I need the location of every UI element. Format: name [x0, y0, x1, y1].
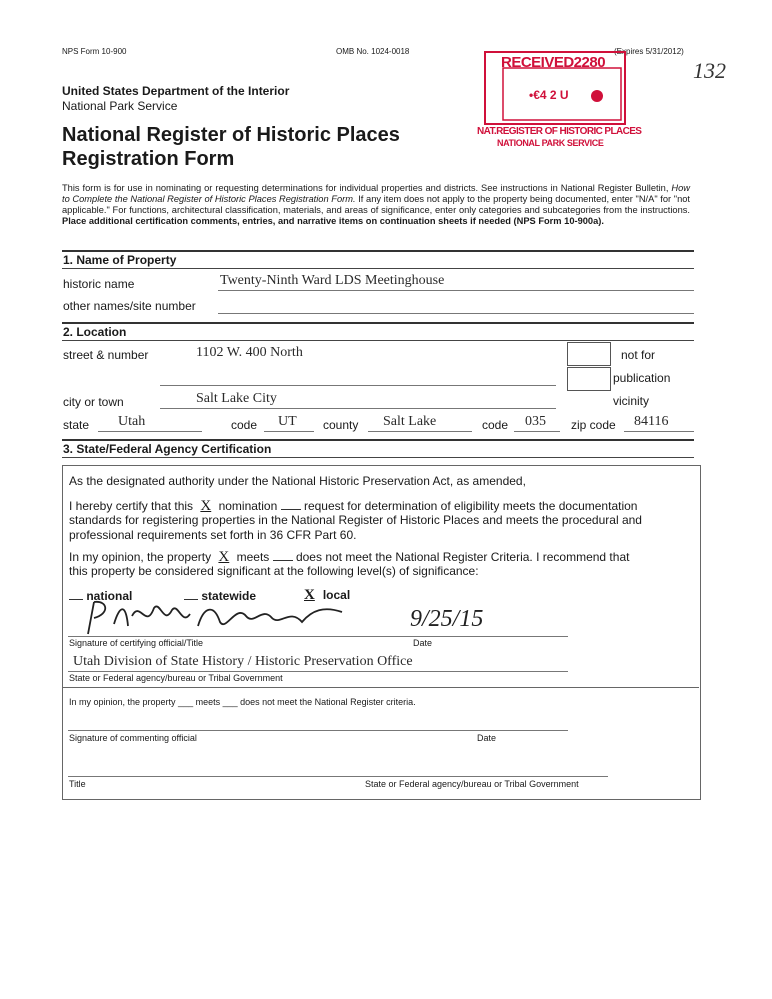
field-line: [264, 431, 314, 432]
vicinity-label: vicinity: [613, 394, 650, 408]
title-label: Title: [69, 779, 86, 789]
request-checkbox[interactable]: [281, 509, 301, 510]
stamp-received: RECEIVED2280: [501, 54, 606, 71]
section2-heading: 2. Location: [63, 325, 127, 339]
stamp-register: NAT.REGISTER OF HISTORIC PLACES: [477, 126, 642, 137]
stamp-date: •€4 2 U: [529, 88, 569, 102]
state-code-field[interactable]: UT: [278, 414, 297, 429]
meets-checkbox[interactable]: X: [218, 549, 230, 565]
certify-line3: professional requirements set forth in 36 CFR Part 60.: [69, 528, 357, 542]
field-line: [514, 431, 560, 432]
divider: [62, 457, 694, 458]
significance-local: X local: [296, 587, 350, 604]
expiration-date: (Expires 5/31/2012): [614, 47, 684, 56]
county-code-field[interactable]: 035: [525, 414, 546, 429]
divider: [62, 340, 694, 341]
authority-statement: As the designated authority under the National Historic Preservation Act, as amended,: [69, 474, 526, 488]
field-line: [368, 431, 472, 432]
state-field[interactable]: Utah: [118, 414, 146, 429]
publication-label: publication: [613, 371, 671, 385]
not-for-label: not for: [621, 348, 656, 362]
state-code-label: code: [231, 418, 258, 432]
received-stamp: [477, 50, 641, 157]
zip-label: zip code: [571, 418, 616, 432]
divider: [62, 687, 699, 688]
city-field[interactable]: Salt Lake City: [196, 391, 277, 406]
field-line: [160, 385, 556, 386]
handwritten-page-number: 132: [693, 58, 726, 83]
title-line[interactable]: [68, 776, 608, 777]
instructions-paragraph: This form is for use in nominating or requesting determinations for individual properties and districts. See instructions in National Register Bulletin, How to Complete the National Register of Historic Places Registration Form. If any item does not apply to the property being documented, enter "N/A" for "not applicable." For functions, architectural classification, materials, and areas of significance, enter only categories and subcategories from the instructions. Place additional certification comments, entries, and narrative items on continuation sheets if needed (NPS Form 10-900a).: [62, 183, 690, 226]
not-for-publication-checkbox[interactable]: [567, 342, 611, 366]
field-line: [68, 671, 568, 672]
signature-label: Signature of certifying official/Title: [69, 638, 204, 648]
county-label: county: [323, 418, 359, 432]
section1-heading: 1. Name of Property: [63, 253, 177, 267]
vicinity-checkbox[interactable]: [567, 367, 611, 391]
street-label: street & number: [63, 348, 149, 362]
certify-statement: I hereby certify that this X nomination request for determination of eligibility meets the documentation: [69, 498, 638, 514]
historic-name-field[interactable]: Twenty-Ninth Ward LDS Meetinghouse: [220, 273, 445, 288]
form-number: NPS Form 10-900: [62, 47, 127, 56]
field-line: [160, 408, 556, 409]
date-label: Date: [413, 638, 433, 648]
divider: [62, 268, 694, 269]
signed-date: 9/25/15: [410, 606, 484, 632]
department-name: United States Department of the Interior: [62, 84, 290, 98]
divider: [62, 439, 694, 441]
state-label: state: [63, 418, 90, 432]
agency2-label: State or Federal agency/bureau or Tribal Government: [365, 779, 579, 789]
field-line: [624, 431, 694, 432]
form-title-line1: National Register of Historic Places: [62, 124, 400, 146]
service-name: National Park Service: [62, 99, 178, 113]
stamp-service: NATIONAL PARK SERVICE: [497, 138, 604, 148]
other-names-label: other names/site number: [63, 299, 196, 313]
county-code-label: code: [482, 418, 509, 432]
county-field[interactable]: Salt Lake: [383, 414, 437, 429]
signature-line: [68, 636, 568, 637]
other-names-field[interactable]: [218, 313, 694, 314]
date2-label: Date: [477, 733, 497, 743]
commenting-label: Signature of commenting official: [69, 733, 197, 743]
section3-heading: 3. State/Federal Agency Certification: [63, 442, 272, 456]
local-checkbox[interactable]: X: [304, 587, 315, 603]
historic-name-label: historic name: [63, 277, 135, 291]
field-line: [98, 431, 202, 432]
form-title-line2: Registration Form: [62, 148, 235, 170]
city-label: city or town: [63, 395, 124, 409]
street-field[interactable]: 1102 W. 400 North: [196, 345, 303, 360]
commenting-signature-line[interactable]: [68, 730, 568, 731]
nomination-checkbox[interactable]: X: [200, 498, 212, 514]
opinion-line2: this property be considered significant at the following level(s) of significance:: [69, 564, 479, 578]
agency-field[interactable]: Utah Division of State History / Historic Preservation Office: [73, 654, 413, 669]
certify-line2: standards for registering properties in the National Register of Historic Places and meets the procedural and: [69, 513, 642, 527]
zip-field[interactable]: 84116: [634, 414, 669, 429]
signature-scribble-icon: [80, 596, 380, 640]
divider: [62, 250, 694, 252]
significance-statewide: statewide: [184, 589, 256, 603]
opinion-commenting: In my opinion, the property ___ meets ___ does not meet the National Register criteria.: [69, 697, 416, 707]
significance-national: national: [69, 589, 132, 603]
field-line: [218, 290, 694, 291]
opinion-statement: In my opinion, the property X meets does not meet the National Register Criteria. I recommend that: [69, 549, 630, 565]
does-not-meet-checkbox[interactable]: [273, 560, 293, 561]
agency-label: State or Federal agency/bureau or Tribal Government: [69, 673, 283, 683]
divider: [62, 322, 694, 324]
omb-number: OMB No. 1024-0018: [336, 47, 410, 56]
